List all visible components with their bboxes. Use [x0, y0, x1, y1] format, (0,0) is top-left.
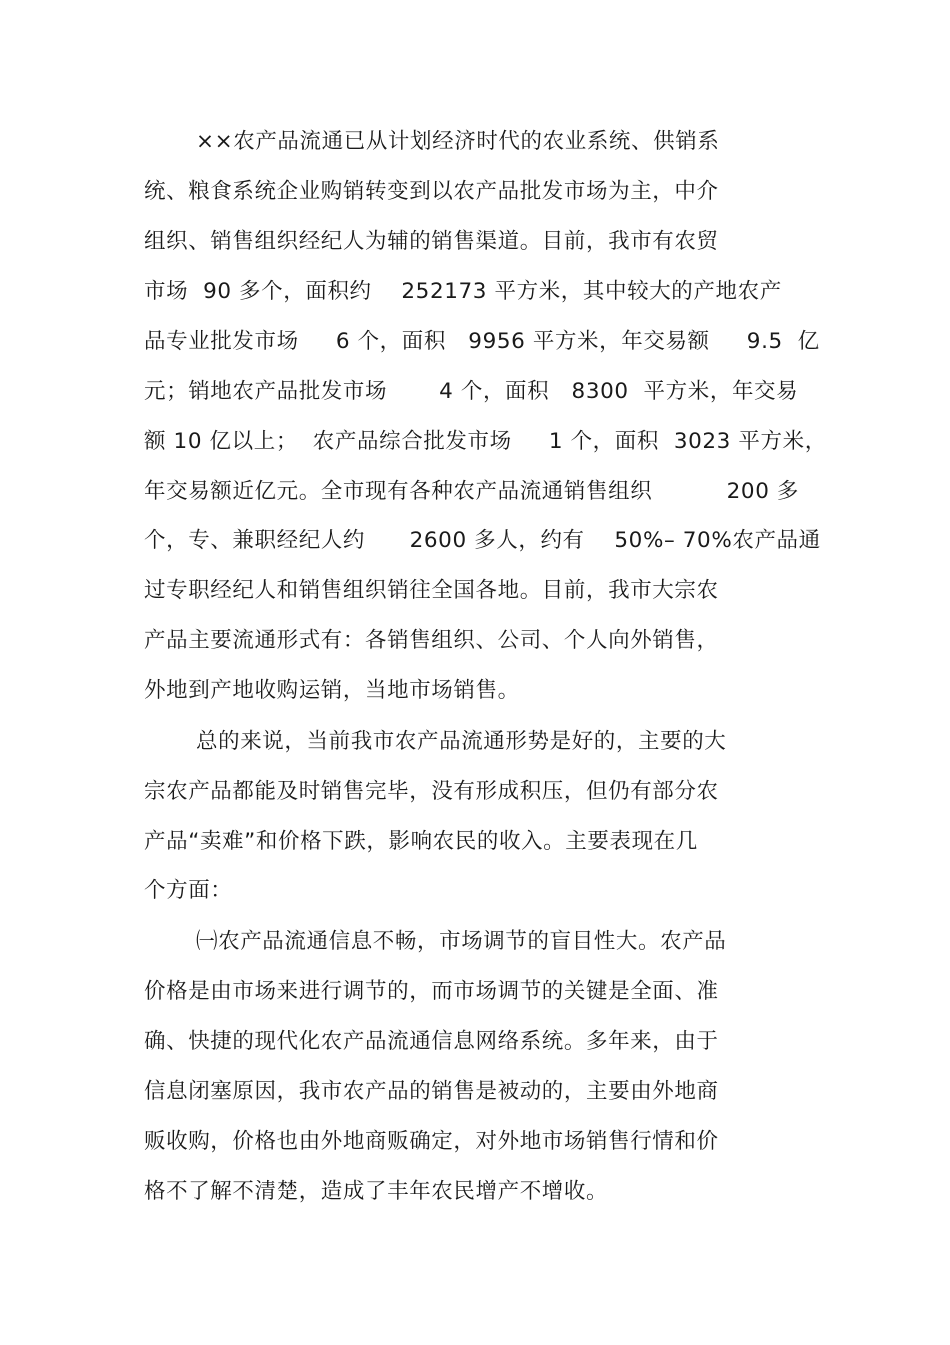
paragraph-1-line-6: 元；销地农产品批发市场 4 个，面积 8300 平方米，年交易 — [144, 379, 799, 404]
paragraph-1-line-12: 外地到产地收购运销，当地市场销售。 — [144, 678, 520, 703]
paragraph-1-line-2: 统、粮食系统企业购销转变到以农产品批发市场为主，中介 — [144, 179, 719, 204]
paragraph-2-line-2: 宗农产品都能及时销售完毕，没有形成积压，但仍有部分农 — [144, 779, 719, 804]
paragraph-1-line-9: 个，专、兼职经纪人约 2600 多人，约有 50%– 70%农产品通 — [144, 528, 821, 553]
paragraph-1-line-11: 产品主要流通形式有：各销售组织、公司、个人向外销售， — [144, 628, 719, 653]
paragraph-3-line-1: ㈠农产品流通信息不畅，市场调节的盲目性大。农产品 — [196, 929, 727, 954]
paragraph-3-line-2: 价格是由市场来进行调节的，而市场调节的关键是全面、准 — [144, 979, 719, 1004]
paragraph-1-line-7: 额 10 亿以上； 农产品综合批发市场 1 个，面积 3023 平方米， — [144, 429, 827, 454]
paragraph-1-line-5: 品专业批发市场 6 个，面积 9956 平方米，年交易额 9.5 亿 — [144, 329, 820, 354]
paragraph-3-line-4: 信息闭塞原因，我市农产品的销售是被动的，主要由外地商 — [144, 1079, 719, 1104]
paragraph-1-line-10: 过专职经纪人和销售组织销往全国各地。目前，我市大宗农 — [144, 578, 719, 603]
paragraph-1-line-3: 组织、销售组织经纪人为辅的销售渠道。目前，我市有农贸 — [144, 229, 719, 254]
paragraph-2-line-1: 总的来说，当前我市农产品流通形势是好的，主要的大 — [196, 729, 727, 754]
paragraph-3-line-3: 确、快捷的现代化农产品流通信息网络系统。多年来，由于 — [144, 1029, 719, 1054]
paragraph-1-line-8: 年交易额近亿元。全市现有各种农产品流通销售组织 200 多 — [144, 479, 800, 504]
paragraph-2-line-3: 产品“卖难”和价格下跌，影响农民的收入。主要表现在几 — [144, 829, 698, 854]
paragraph-3-line-5: 贩收购，价格也由外地商贩确定，对外地市场销售行情和价 — [144, 1129, 719, 1154]
paragraph-1-line-1: ××农产品流通已从计划经济时代的农业系统、供销系 — [196, 129, 720, 154]
paragraph-2-line-4: 个方面： — [144, 878, 233, 903]
paragraph-3-line-6: 格不了解不清楚，造成了丰年农民增产不增收。 — [144, 1179, 609, 1204]
paragraph-1-line-4: 市场 90 多个，面积约 252173 平方米，其中较大的产地农产 — [144, 279, 782, 304]
